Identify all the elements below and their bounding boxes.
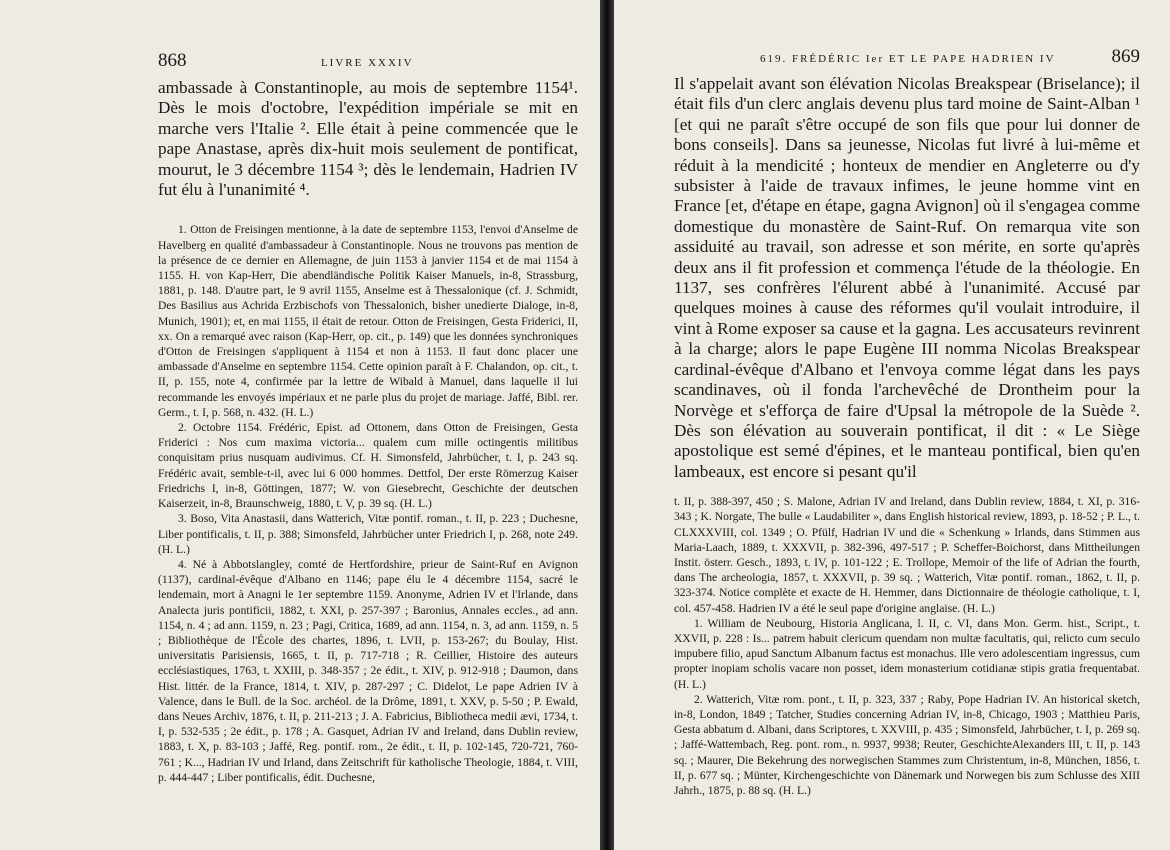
left-running-head [158,50,578,72]
left-footnotes [158,222,578,785]
footnote-continuation: t. II, p. 388-397, 450 ; S. Malone, Adrian IV and Ireland, dans Dublin review, 1884, t. XI, p. 316-343 ; K. Norgate, The bulle « Laudabiliter », dans English historical review, 1893, p. 18-52 ; P. L., t. CLXXXVIII, col. 1349 ; O. Pfülf, Hadrian IV und die « Schenkung » Irlands, dans Stimmen aus Maria-Laach, 1889, t. XXXVII, p. 382-396, 497-517 ; P. Scheffer-Boichorst, dans Mittheilungen Instit. österr. Gesch., 1893, t. IV, p. 101-122 ; E. Trollope, Memoir of the life of Adrian the fourth, dans The archeologia, 1857, t. XXXVII, p. 39 sq. ; Watterich, Vitæ pontif. roman., 1862, t. II, p. 323-374. Notice complète et exacte de H. Hemmer, dans Dictionnaire de théologie catholique, t. I, col. 457-458. Hadrien IV a été le seul pape d'origine anglaise. (H. L.) [674,495,1140,615]
footnote: 2. Watterich, Vitæ rom. pont., t. II, p. 323, 337 ; Raby, Pope Hadrian IV. An historical sketch, in-8, London, 1849 ; Tatcher, Studies concerning Adrian IV, in-8, Chicago, 1903 ; Matthieu Paris, Gesta abbatum d. Albani, dans Scriptores, t. XXVIII, p. 435 ; Simonsfeld, Jahrbücher, t. I, p. 269 sq. ; Jaffé-Wattembach, Reg. pont. rom., n. 9937, 9938; Reuter, GeschichteAlexanders III, t. II, p. 143 sq. ; Maurer, Die Bekehrung des norwegischen Stammes zum Christentum, in-8, München, 1856, t. II, p. 677 sq. ; Münter, Kirchengeschichte von Dänemark und Norwegen bis zum Schlusse des XIII Jahrh., 1875, p. 88 sq. (H. L.) [674,692,1140,797]
left-page-number: 868 [158,50,187,71]
footnote: 2. Octobre 1154. Frédéric, Epist. ad Ottonem, dans Otton de Freisingen, Gesta Friderici : Nos cum maxima victoria... qualem cum mille octingentis militibus conquisitam prius nusquam audivimus. Cf. H. Simonsfeld, Jahrbücher, t. I, p. 243 sq. Frédéric avait, semble-t-il, avec lui 6 000 hommes. Dettfol, Der erste Römerzug Kaiser Friedrichs I, in-8, Göttingen, 1877; W. von Giesebrecht, Geschichte der deutschen Kaiserzeit, in-8, Braunschweig, 1880, t. V, p. 39 sq. (H. L.) [158,421,578,511]
footnote: 4. Né à Abbotslangley, comté de Hertfordshire, prieur de Saint-Ruf en Avignon (1137), cardinal-évêque d'Albano en 1146; pape élu le 4 décembre 1154, sacré le lendemain, mort à Anagni le 1er septembre 1159. Anonyme, Adrien IV et l'Irlande, dans Analecta juris pontificii, 1882, t. XXI, p. 257-397 ; Baronius, Annales eccles., ad ann. 1154, n. 4 ; ad ann. 1159, n. 23 ; Pagi, Critica, 1689, ad ann. 1154, n. 3, ad ann. 1159, n. 5 ; Bibliothèque de l'École des chartes, 1896, t. LVII, p. 153-267; du Boulay, Hist. universitatis Parisiensis, 1665, t. II, p. 717-718 ; R. Ceillier, Histoire des auteurs ecclésiastiques, 1763, t. XXIII, p. 348-357 ; 2e édit., t. XIV, p. 912-918 ; Daumon, dans Hist. littér. de la France, 1814, t. XIV, p. 287-297 ; C. Didelot, Le pape Adrien IV à Valence, dans le Bull. de la Soc. archéol. de la Drôme, 1891, t. XXV, p. 5-50 ; P. Ewald, dans Neues Archiv, 1876, t. II, p. 211-213 ; J. A. Fabricius, Bibliotheca medii ævi, 1734, t. I, p. 532-535 ; 2e édit., p. 178 ; A. Gasquet, Adrian IV and Ireland, dans Dublin review, 1883, t. X, p. 83-103 ; Jaffé, Reg. pontif. rom., 2e édit., t. II, p. 102-145, 720-721, 760-761 ; K..., Hadrian IV und Irland, dans Zeitschrift für katholische Theologie, 1884, t. VIII, p. 444-447 ; Liber pontificalis, édit. Duchesne, [158,557,578,784]
right-footnotes [674,494,1140,798]
right-body-text: Il s'appelait avant son élévation Nicolas Breakspear (Briselance); il était fils d'un clerc anglais devenu plus tard moine de Saint-Alban ¹ [et qui ne paraît s'être occupé de son fils que pour lui donner de bons conseils]. Dans sa jeunesse, Nicolas fut livré à lui-même et réduit à la mendicité ; honteux de mendier en Angleterre ou d'y subsister à l'aide de travaux infimes, le jeune homme vint en France [et, d'étape en étape, gagna Avignon] où il s'engagea comme domestique du monastère de Saint-Ruf. On remarqua vite son assiduité au travail, son adresse et son mérite, en sorte qu'après deux ans il fit profession et commença l'étude de la théologie. En 1137, ses confrères l'élurent abbé à l'unanimité. Accusé par quelques moines à cause des réformes qu'il voulait introduire, il vint à Rome exposer sa cause et la gagna. Les accusateurs revinrent à la charge; alors le pape Eugène III nomma Nicolas Breakspear cardinal-évêque d'Albano et l'envoya comme légat dans les pays scandinaves, où il fonda l'archevêché de Drontheim pour la Norvège et s'efforça de faire d'Upsal la métropole de la Suède ². Dès son élévation au souverain pontificat, il dit : « Le Siège apostolique est semé d'épines, et le manteau pontifical, bien qu'en lambeaux, est encore si pesant qu'il [674,74,1140,481]
right-page-number: 869 [1111,46,1140,67]
left-running-title: LIVRE XXXIV [320,57,414,69]
book-spine [600,0,614,850]
footnote: 1. William de Neubourg, Historia Anglicana, l. II, c. VI, dans Mon. Germ. hist., Script., t. XXVII, p. 228 : Is... patrem habuit clericum quendam non multæ facultatis, qui, relicto cum seculo impubere filio, apud Sanctum Albanum factus est monachus. Ille vero adolescentiam ingressus, cum propter inopiam scholis vacare non posset, idem monasterium cotidianæ stipis gratia frequentabat. (H. L.) [674,616,1140,691]
left-body-text: ambassade à Constantinople, au mois de septembre 1154¹. Dès le mois d'octobre, l'expédition impériale se mit en marche vers l'Italie ². Elle était à peine commencée que le pape Anastase, après dix-huit mois seulement de pontificat, mourut, le 3 décembre 1154 ³; dès le lendemain, Hadrien IV fut élu à l'unanimité ⁴. [158,78,578,200]
right-running-title: 619. FRÉDÉRIC Ier ET LE PAPE HADRIEN IV [759,53,1056,65]
footnote: 3. Boso, Vita Anastasii, dans Watterich, Vitæ pontif. roman., t. II, p. 223 ; Duchesne, Liber pontificalis, t. II, p. 388; Simonsfeld, Jahrbücher unter Friedrich I, p. 268, note 249. (H. L.) [158,512,578,556]
right-running-head [674,46,1140,68]
right-page [614,0,1170,850]
footnote: 1. Otton de Freisingen mentionne, à la date de septembre 1153, l'envoi d'Anselme de Havelberg en qualité d'ambassadeur à Constantinople. Nous ne trouvons pas mention de la présence de ce dernier en Allemagne, de juin 1153 à janvier 1154 et de mai 1154 à 1155. H. von Kap-Herr, Die abendländische Politik Kaiser Manuels, in-8, Strassburg, 1881, p. 148. D'autre part, le 9 avril 1155, Anselme est à Thessalonique (cf. J. Schmidt, Des Basilius aus Achrida Erzbischofs von Thessalonich, bisher unedierte Dialoge, in-8, Munich, 1901); et, en mai 1155, il était de retour. Otton de Freisingen, Gesta Friderici, II, xx. On a remarqué avec raison (Kap-Herr, op. cit., p. 149) que les données synchroniques d'Otton de Freisingen s'appliquent à 1154 et non à 1153. Il faut donc placer une ambassade d'Anselme en septembre 1154. Cette opinion paraît à F. Chalandon, op. cit., t. II, p. 155, note 4, confirmée par la lettre de Wibald à Manuel, dans laquelle il lui recommande les envoyés impériaux et ne parle plus du projet de mariage. Jaffé, Bibl. rer. Germ., t. I, p. 568, n. 432. (H. L.) [158,223,578,419]
